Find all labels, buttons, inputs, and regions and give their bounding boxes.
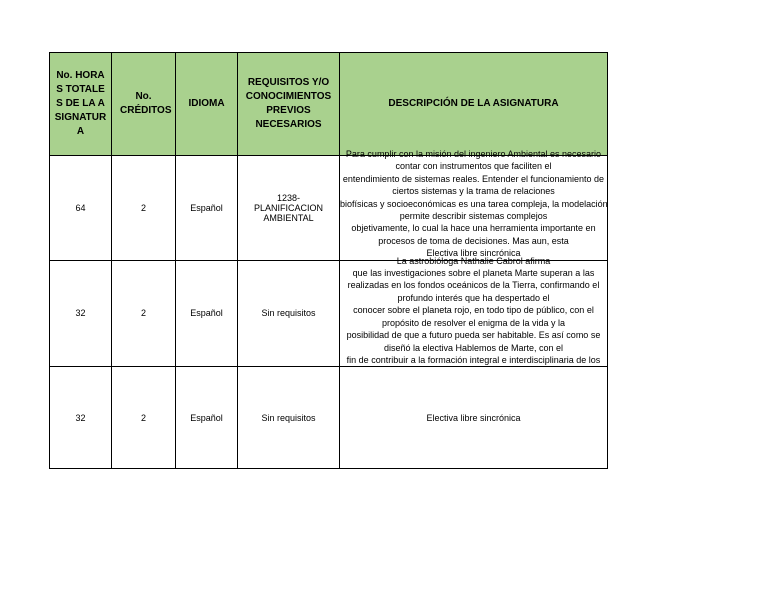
cell-descripcion: Electiva libre sincrónica	[340, 367, 608, 469]
cell-horas: 64	[50, 156, 112, 261]
cell-descripcion	[340, 255, 608, 367]
cell-descripcion	[340, 149, 608, 261]
header-creditos: No. CRÉDITOS	[112, 53, 176, 156]
cell-creditos: 2	[112, 367, 176, 469]
cell-requisitos: Sin requisitos	[238, 367, 340, 469]
cell-idioma: Español	[176, 367, 238, 469]
header-requisitos: REQUISITOS Y/O CONOCIMIENTOS PREVIOS NECESARIOS	[238, 53, 340, 156]
course-table	[49, 52, 608, 469]
header-horas: No. HORAS TOTALES DE LA ASIGNATURA	[50, 53, 112, 156]
header-descripcion: DESCRIPCIÓN DE LA ASIGNATURA	[340, 53, 608, 156]
table-row	[50, 260, 608, 367]
table-row	[50, 156, 608, 261]
description-text: Para cumplir con la misión del ingeniero Ambiental es necesario contar con instrumentos que faciliten el entendimiento de sistemas reales. Entender el funcionamiento de ciertos sistemas y la trama de relaciones biofísicas y socioeconómicas es una tarea compleja, la modelación permite describir sistemas complejos objetivamente, lo cual la hace una herramienta importante en procesos de toma de decisiones. Mas aun, esta Electiva libre sincrónica	[340, 149, 608, 259]
cell-requisitos: 1238-PLANIFICACION AMBIENTAL	[238, 156, 340, 261]
cell-idioma: Español	[176, 260, 238, 367]
cell-idioma: Español	[176, 156, 238, 261]
cell-requisitos: Sin requisitos	[238, 260, 340, 367]
cell-horas: 32	[50, 367, 112, 469]
cell-horas: 32	[50, 260, 112, 367]
cell-creditos: 2	[112, 260, 176, 367]
header-idioma: IDIOMA	[176, 53, 238, 156]
cell-creditos: 2	[112, 156, 176, 261]
description-text: La astrobióloga Nathalie Cabrol afirma que las investigaciones sobre el planeta Marte superan a las realizadas en los fondos oceánicos de la Tierra, confirmando el profundo interés que ha despertado el conocer sobre el planeta rojo, en todo tipo de público, con el propósito de resolver el enigma de la vida y la posibilidad de que a futuro pueda ser habitable. Es así como se diseñó la electiva Hablemos de Marte, con el fin de contribuir a la formación integral e interdisciplinaria de los	[346, 255, 601, 365]
header-row	[50, 53, 608, 156]
table-row	[50, 367, 608, 469]
